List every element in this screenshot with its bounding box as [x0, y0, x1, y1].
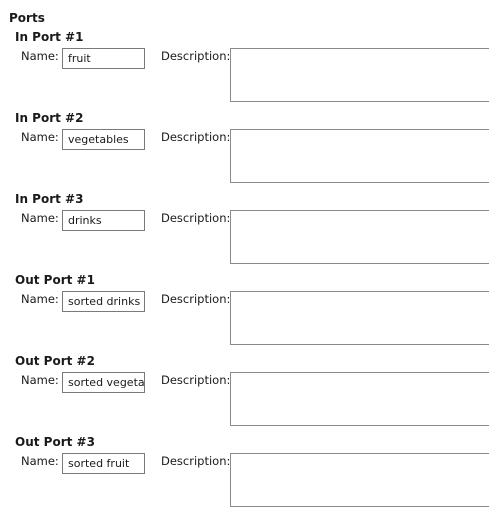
description-label: Description: [161, 292, 231, 306]
port-description-input[interactable] [230, 453, 489, 507]
in-port-1 [0, 30, 489, 111]
in-port-3 [0, 192, 489, 273]
port-name-input[interactable] [62, 291, 145, 312]
name-label: Name: [21, 130, 59, 144]
port-title: In Port #3 [15, 192, 84, 206]
port-description-input[interactable] [230, 48, 489, 102]
name-label: Name: [21, 292, 59, 306]
port-name-input[interactable] [62, 453, 145, 474]
port-title: Out Port #1 [15, 273, 95, 287]
out-port-1 [0, 273, 489, 354]
name-label: Name: [21, 49, 59, 63]
port-title: Out Port #3 [15, 435, 95, 449]
description-label: Description: [161, 49, 231, 63]
description-label: Description: [161, 454, 231, 468]
out-port-2 [0, 354, 489, 435]
section-title: Ports [9, 11, 45, 25]
name-label: Name: [21, 373, 59, 387]
description-label: Description: [161, 211, 231, 225]
port-description-input[interactable] [230, 129, 489, 183]
port-title: In Port #1 [15, 30, 84, 44]
port-name-input[interactable] [62, 129, 145, 150]
port-name-input[interactable] [62, 48, 145, 69]
name-label: Name: [21, 454, 59, 468]
in-port-2 [0, 111, 489, 192]
port-name-input[interactable] [62, 372, 145, 393]
name-label: Name: [21, 211, 59, 225]
port-name-input[interactable] [62, 210, 145, 231]
out-port-3 [0, 435, 489, 516]
port-description-input[interactable] [230, 210, 489, 264]
port-title: In Port #2 [15, 111, 84, 125]
port-title: Out Port #2 [15, 354, 95, 368]
port-description-input[interactable] [230, 372, 489, 426]
description-label: Description: [161, 130, 231, 144]
port-description-input[interactable] [230, 291, 489, 345]
description-label: Description: [161, 373, 231, 387]
